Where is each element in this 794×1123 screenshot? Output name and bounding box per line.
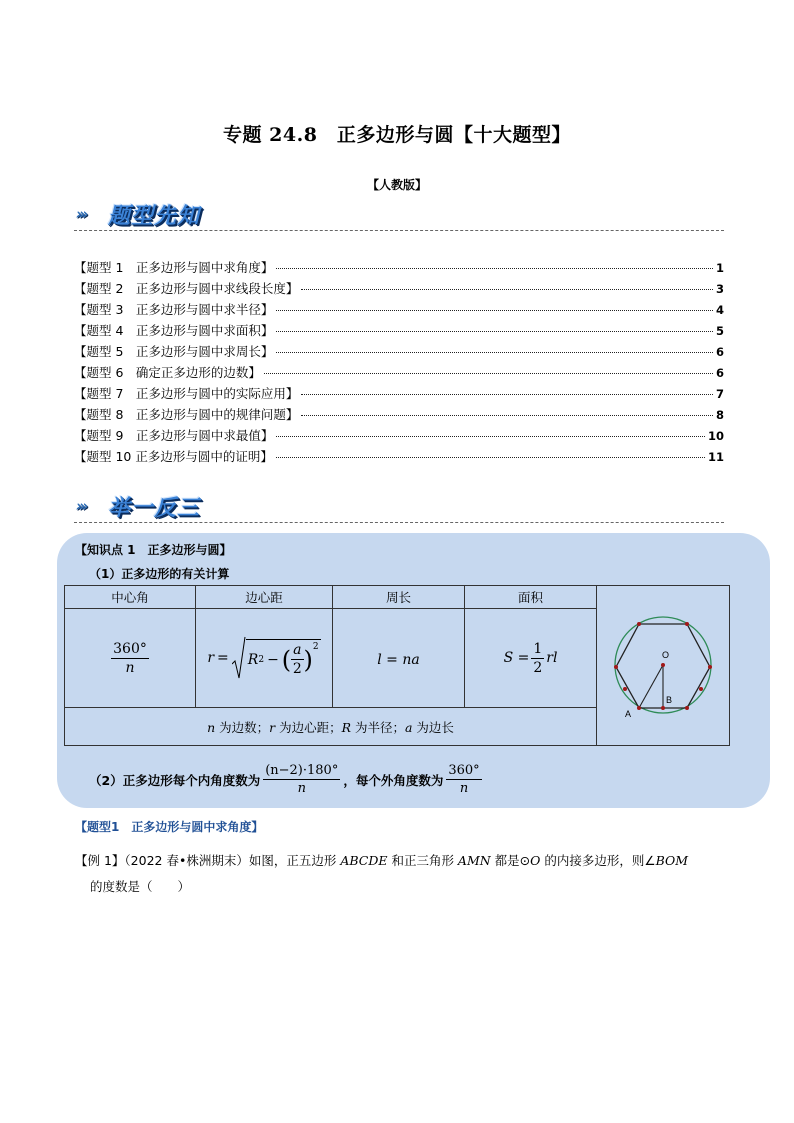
area-numerator: 1 bbox=[533, 640, 543, 657]
knowledge-title: 【知识点 1 正多边形与圆】 bbox=[75, 543, 232, 557]
example-1 bbox=[75, 848, 730, 900]
toc-entry-page: 6 bbox=[715, 345, 724, 359]
var-a-text: 为边长 bbox=[412, 719, 454, 735]
toc-entry[interactable] bbox=[74, 363, 724, 384]
exterior-angle-numerator: 360° bbox=[448, 763, 480, 778]
apothem-formula: r = R 2 − ( $\frac{a}{2}$ ) $^2$ bbox=[196, 609, 333, 708]
toc-banner bbox=[74, 199, 724, 233]
toc-entry-label: 【题型 5 正多边形与圆中求周长】 bbox=[74, 344, 274, 359]
area-formula bbox=[465, 609, 597, 708]
toc-entry-page: 6 bbox=[715, 366, 724, 380]
example-line-2: 的度数是（ ） bbox=[90, 879, 191, 894]
toc-entry-page: 10 bbox=[707, 429, 724, 443]
dot-leader bbox=[264, 373, 713, 374]
dot-leader bbox=[276, 310, 713, 311]
perimeter-text: l = na bbox=[377, 651, 420, 668]
toc-entry-page: 11 bbox=[707, 450, 724, 464]
area-lhs: S = bbox=[503, 650, 530, 666]
interior-angle-denominator: n bbox=[297, 781, 306, 796]
toc-entry-label: 【题型 6 确定正多边形的边数】 bbox=[74, 365, 261, 380]
toc-entry-label: 【题型 1 正多边形与圆中求角度】 bbox=[74, 260, 274, 275]
area-rhs: rl bbox=[546, 650, 558, 666]
hexagon-circle-diagram bbox=[603, 609, 723, 719]
section-heading-type1: 【题型1 正多边形与圆中求角度】 bbox=[75, 820, 264, 834]
exterior-angle-denominator: n bbox=[459, 781, 469, 796]
dot-leader bbox=[276, 436, 705, 437]
dot-leader bbox=[276, 331, 713, 332]
angles-middle: ，每个外角度数为 bbox=[343, 772, 444, 788]
toc-banner-title: 题型先知 bbox=[108, 204, 201, 229]
var-n-text: 为边数； bbox=[215, 719, 270, 735]
toc-entry-page: 8 bbox=[715, 408, 724, 422]
label-b: B bbox=[666, 695, 673, 705]
variable-legend bbox=[65, 708, 597, 746]
toc-entry-page: 4 bbox=[715, 303, 724, 317]
toc-entry-label: 【题型 10 正多边形与圆中的证明】 bbox=[74, 449, 273, 464]
equals-sign: = bbox=[217, 650, 229, 666]
label-o: O bbox=[662, 650, 670, 660]
page-title: 专题 24.8 正多边形与圆【十大题型】 bbox=[223, 124, 571, 146]
toc-entry[interactable] bbox=[74, 384, 724, 405]
example-mid3: 的内接多边形，则∠ bbox=[540, 853, 656, 868]
example-mid1: 和正三角形 bbox=[387, 853, 458, 868]
example-prefix: 【例 1】（2022 春•株洲期末）如图，正五边形 bbox=[75, 853, 341, 868]
var-n: n bbox=[207, 719, 216, 735]
header-area: 面积 bbox=[465, 586, 597, 609]
sqrt-icon bbox=[232, 636, 246, 680]
toc-entry-label: 【题型 4 正多边形与圆中求面积】 bbox=[74, 323, 274, 338]
header-perimeter: 周长 bbox=[333, 586, 465, 609]
toc-entry-label: 【题型 8 正多边形与圆中的规律问题】 bbox=[74, 407, 299, 422]
pentagon-name: ABCDE bbox=[340, 853, 388, 868]
toc-entry[interactable] bbox=[74, 279, 724, 300]
toc-entry-label: 【题型 9 正多边形与圆中求最值】 bbox=[74, 428, 274, 443]
header-central-angle: 中心角 bbox=[65, 586, 196, 609]
central-angle-denominator: n bbox=[125, 659, 135, 676]
perimeter-formula bbox=[333, 609, 465, 708]
angle-name: BOM bbox=[655, 853, 689, 868]
toc-entry-page: 1 bbox=[715, 261, 724, 275]
formula-table bbox=[64, 585, 730, 746]
dot-leader bbox=[276, 457, 705, 458]
toc-entry[interactable] bbox=[74, 405, 724, 426]
central-angle-formula bbox=[65, 609, 196, 708]
angle-formula-line bbox=[89, 763, 485, 796]
dot-leader bbox=[301, 415, 713, 416]
circle-name: O bbox=[530, 853, 541, 868]
practice-banner bbox=[74, 491, 724, 525]
radius-line bbox=[639, 665, 663, 708]
apothem-r: r bbox=[207, 650, 215, 666]
arrows-icon: ››› bbox=[76, 497, 86, 515]
table-of-contents bbox=[74, 258, 724, 468]
dot-leader bbox=[301, 289, 713, 290]
toc-entry-page: 3 bbox=[715, 282, 724, 296]
var-R-text: 为半径； bbox=[351, 719, 405, 735]
apothem-two: 2 bbox=[292, 661, 302, 677]
knowledge-subtitle: （1）正多边形的有关计算 bbox=[89, 567, 230, 581]
toc-entry-label: 【题型 2 正多边形与圆中求线段长度】 bbox=[74, 281, 299, 296]
header-apothem: 边心距 bbox=[196, 586, 333, 609]
toc-entry[interactable] bbox=[74, 258, 724, 279]
var-r-text: 为边心距； bbox=[275, 719, 342, 735]
divider bbox=[74, 522, 724, 523]
toc-entry-page: 5 bbox=[715, 324, 724, 338]
toc-entry[interactable] bbox=[74, 321, 724, 342]
divider bbox=[74, 230, 724, 231]
toc-entry-label: 【题型 3 正多边形与圆中求半径】 bbox=[74, 302, 274, 317]
toc-entry[interactable] bbox=[74, 426, 724, 447]
example-line-1 bbox=[75, 848, 730, 874]
edition-label: 【人教版】 bbox=[366, 178, 427, 192]
var-r: r bbox=[269, 719, 276, 735]
practice-banner-title: 举一反三 bbox=[108, 496, 201, 521]
label-a: A bbox=[625, 709, 632, 719]
toc-entry-page: 7 bbox=[715, 387, 724, 401]
var-a: a bbox=[404, 719, 413, 735]
toc-entry[interactable] bbox=[74, 447, 724, 468]
diagram-cell bbox=[597, 586, 730, 746]
apothem-R: R bbox=[247, 651, 259, 668]
angles-prefix: （2）正多边形每个内角度数为 bbox=[89, 772, 261, 788]
example-mid2: 都是⊙ bbox=[490, 853, 531, 868]
toc-entry[interactable] bbox=[74, 342, 724, 363]
interior-angle-numerator: (n−2)·180° bbox=[265, 763, 339, 778]
area-denominator: 2 bbox=[533, 659, 543, 676]
arrows-icon: ››› bbox=[76, 205, 86, 223]
var-R: R bbox=[341, 719, 351, 735]
toc-entry-label: 【题型 7 正多边形与圆中的实际应用】 bbox=[74, 386, 299, 401]
triangle-name: AMN bbox=[457, 853, 491, 868]
central-angle-numerator: 360° bbox=[113, 640, 147, 657]
toc-entry[interactable] bbox=[74, 300, 724, 321]
dot-leader bbox=[276, 268, 713, 269]
dot-leader bbox=[301, 394, 713, 395]
dot-leader bbox=[276, 352, 713, 353]
apothem-a: a bbox=[293, 642, 302, 658]
